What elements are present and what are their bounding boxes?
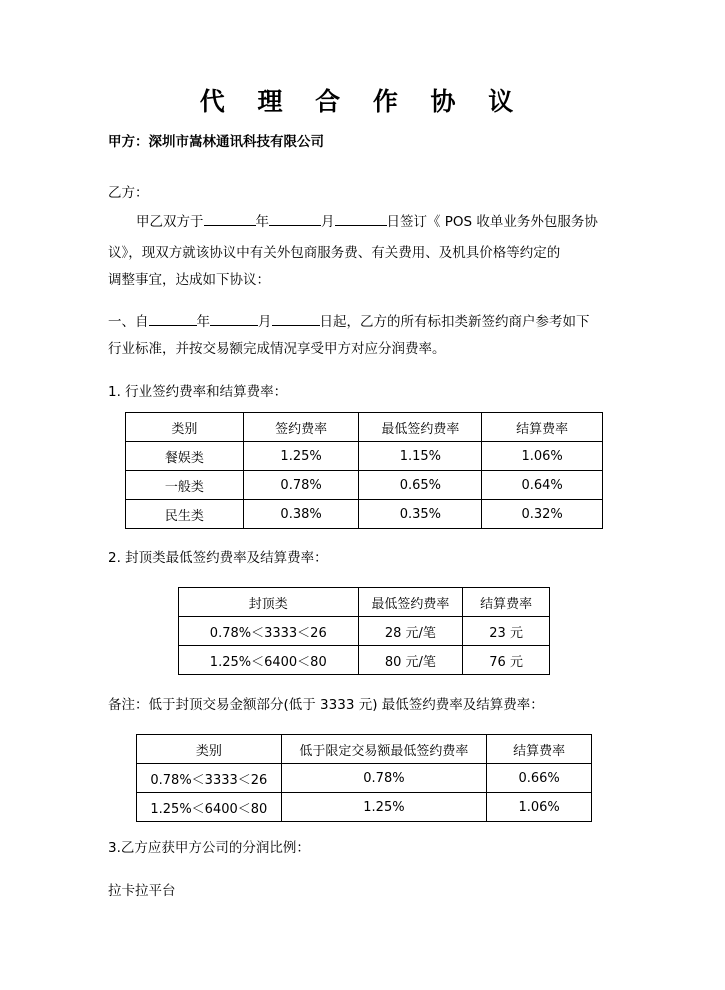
blank-day [335, 213, 387, 226]
header-cell: 低于限定交易额最低签约费率 [281, 735, 487, 764]
table-cell: 餐娱类 [126, 442, 244, 471]
intro-year: 年 [255, 214, 269, 230]
header-cell: 结算费率 [482, 413, 603, 442]
blank-day [272, 313, 320, 326]
table-header-row [179, 588, 550, 617]
table-row [179, 646, 550, 675]
table-cell: 0.66% [487, 764, 592, 793]
table-cell: 1.25%＜6400＜80 [137, 793, 282, 822]
table-cell: 0.64% [482, 471, 603, 500]
table-cell: 1.25% [243, 442, 359, 471]
section3-heading: 3.乙方应获甲方公司的分润比例： [108, 840, 310, 856]
party-a: 甲方：深圳市嵩林通讯科技有限公司 [108, 134, 324, 150]
intro-day: 日签订《 POS 收单业务外包服务协 [386, 214, 598, 230]
table-cell: 1.06% [487, 793, 592, 822]
table-row [126, 442, 603, 471]
table-cell: 0.65% [359, 471, 482, 500]
table-header-row [137, 735, 592, 764]
table-row [126, 471, 603, 500]
table-row [126, 500, 603, 529]
header-cell: 结算费率 [463, 588, 550, 617]
table-cell: 0.32% [482, 500, 603, 529]
blank-year [149, 313, 197, 326]
table-cell: 23 元 [463, 617, 550, 646]
table-cell: 0.35% [359, 500, 482, 529]
table-cell: 1.06% [482, 442, 603, 471]
section1-heading: 1. 行业签约费率和结算费率： [108, 384, 288, 400]
table-cell: 1.25% [281, 793, 487, 822]
party-b: 乙方： [108, 185, 149, 201]
blank-month [269, 213, 321, 226]
table-cell: 28 元/笔 [358, 617, 463, 646]
table-cell: 一般类 [126, 471, 244, 500]
intro-text: 甲乙双方于 [136, 214, 204, 230]
table-cell: 1.25%＜6400＜80 [179, 646, 359, 675]
clause1-line-1 [108, 309, 590, 336]
table-row [179, 617, 550, 646]
clause1-day: 日起，乙方的所有标扣类新签约商户参考如下 [319, 314, 590, 330]
table-cell: 80 元/笔 [358, 646, 463, 675]
capped-rate-table [178, 587, 550, 675]
intro-month: 月 [321, 214, 335, 230]
clause1-month: 月 [258, 314, 272, 330]
table-cell: 0.78% [243, 471, 359, 500]
clause1-year: 年 [196, 314, 210, 330]
blank-year [204, 213, 256, 226]
platform-label: 拉卡拉平台 [108, 883, 176, 899]
table-cell: 0.78% [281, 764, 487, 793]
section2-heading: 2. 封顶类最低签约费率及结算费率： [108, 550, 328, 566]
header-cell: 封顶类 [179, 588, 359, 617]
intro-line-1 [136, 209, 598, 236]
blank-month [210, 313, 258, 326]
document-title: 代 理 合 作 协 议 [199, 87, 526, 116]
industry-rate-table [125, 412, 603, 529]
clause1-line-2: 行业标准，并按交易额完成情况享受甲方对应分润费率。 [108, 341, 446, 357]
header-cell: 结算费率 [487, 735, 592, 764]
intro-line-2: 议》，现双方就该协议中有关外包商服务费、有关费用、及机具价格等约定的 [108, 245, 561, 261]
table-cell: 0.78%＜3333＜26 [137, 764, 282, 793]
table-cell: 民生类 [126, 500, 244, 529]
table-cell: 0.78%＜3333＜26 [179, 617, 359, 646]
table-cell: 0.38% [243, 500, 359, 529]
intro-line-3: 调整事宜，达成如下协议： [108, 272, 270, 288]
note-heading: 备注：低于封顶交易金额部分(低于 3333 元) 最低签约费率及结算费率： [108, 697, 544, 713]
clause1-text: 一、自 [108, 314, 149, 330]
table-cell: 1.15% [359, 442, 482, 471]
header-cell: 最低签约费率 [359, 413, 482, 442]
header-cell: 类别 [126, 413, 244, 442]
header-cell: 最低签约费率 [358, 588, 463, 617]
table-header-row [126, 413, 603, 442]
table-cell: 76 元 [463, 646, 550, 675]
below-cap-rate-table [136, 734, 592, 822]
header-cell: 签约费率 [243, 413, 359, 442]
table-row [137, 793, 592, 822]
header-cell: 类别 [137, 735, 282, 764]
table-row [137, 764, 592, 793]
